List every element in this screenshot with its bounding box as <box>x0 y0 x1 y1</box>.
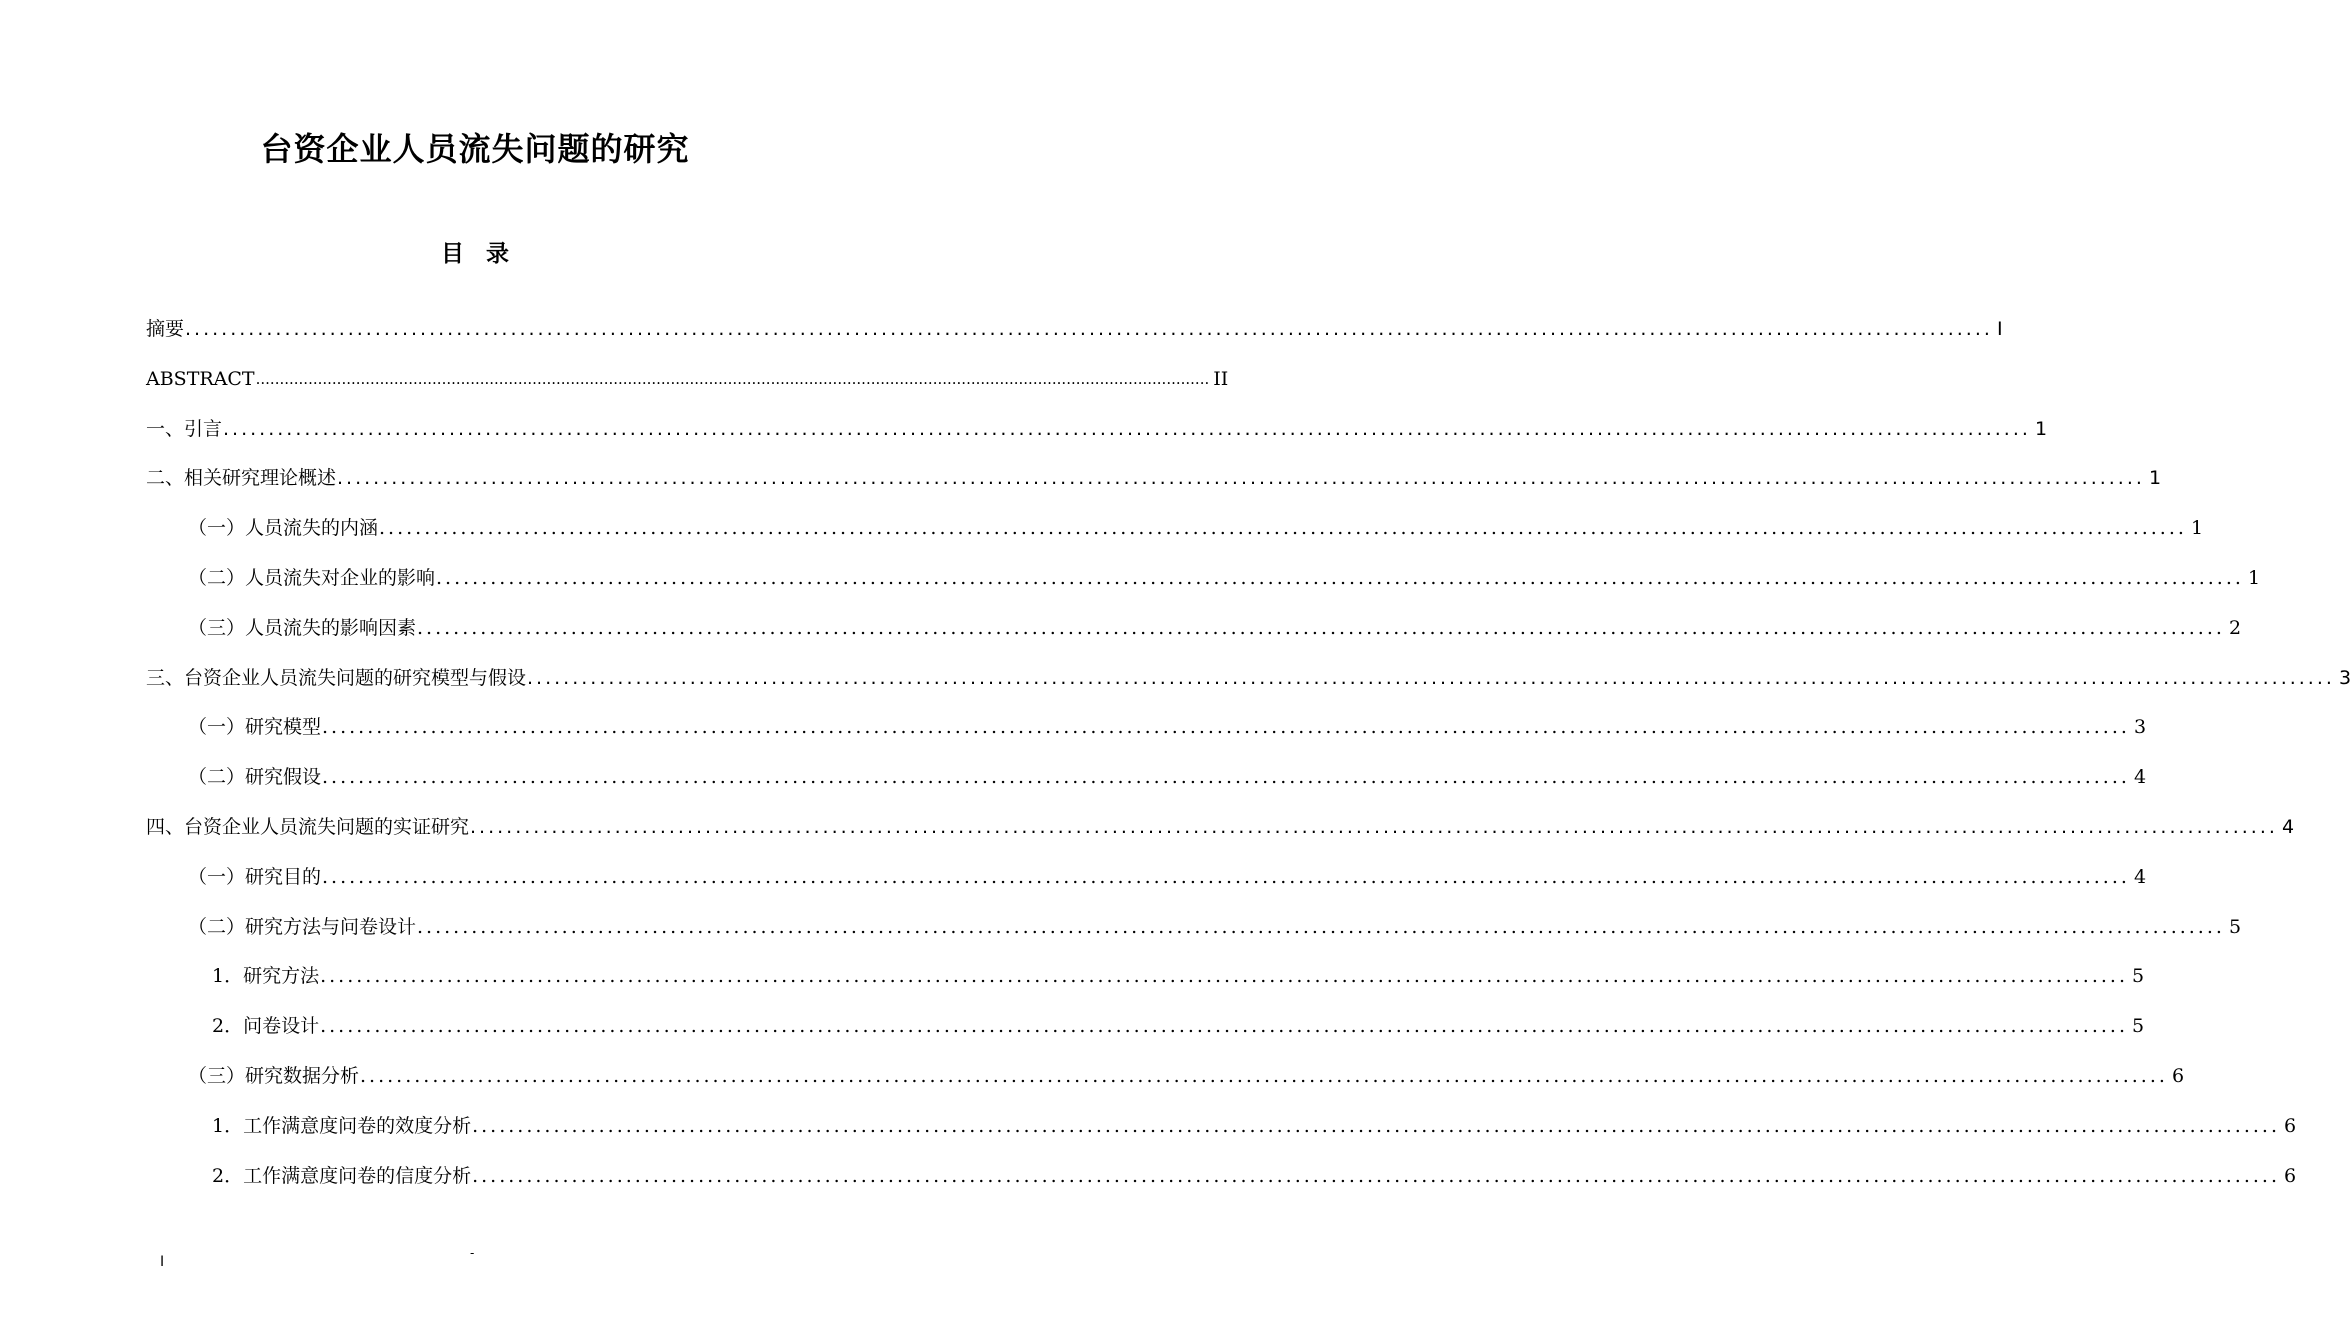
toc-entry-page: 6 <box>2171 1065 2185 1087</box>
toc-entry[interactable] <box>188 862 2147 892</box>
footer-center-mark: - <box>470 1246 475 1260</box>
toc-entry-label: 1．工作满意度问卷的效度分析 <box>212 1114 472 1137</box>
toc-entry-page: 6 <box>2284 1114 2297 1137</box>
toc-entry[interactable] <box>188 912 2242 942</box>
toc-entry-label: （二）人员流失对企业的影响 <box>188 567 436 589</box>
toc-entry[interactable] <box>212 1011 2145 1041</box>
toc-entry-page: 4 <box>2133 766 2147 789</box>
toc-leader-dots: ........................................................................................................................................................................................................ <box>337 467 2145 490</box>
toc-entry[interactable] <box>188 613 2242 643</box>
toc-entry-label: （三）人员流失的影响因素 <box>188 616 417 639</box>
toc-leader-dots: ........................................................................................................................................................................................................ <box>320 1015 2129 1038</box>
toc-entry-page: 5 <box>2228 915 2242 938</box>
toc-entry-page: I <box>1996 318 2003 340</box>
toc-entry-page: 1 <box>2190 517 2204 540</box>
toc-leader-dots: ........................................................................................................................................................................................................ <box>527 666 2335 689</box>
toc-leader-dots: ........................................................................................................................................................................................................ <box>320 965 2129 988</box>
toc-leader-dots: ........................................................................................................................................................................................................ <box>322 716 2130 739</box>
toc-entry-label: 四、台资企业人员流失问题的实证研究 <box>146 816 470 838</box>
toc-entry-label: （二）研究假设 <box>188 766 322 789</box>
toc-entry[interactable] <box>212 961 2145 991</box>
toc-entry-page: 5 <box>2132 965 2145 988</box>
toc-entry-label: ABSTRACT <box>146 367 255 390</box>
toc-entry[interactable] <box>188 1061 2185 1091</box>
toc-entry-label: （一）研究目的 <box>188 865 322 888</box>
toc-entry[interactable] <box>188 513 2204 543</box>
toc-entry[interactable] <box>146 663 2351 693</box>
toc-entry[interactable] <box>188 563 2261 593</box>
toc-leader-dots: ........................................................................................................................................................................................................ <box>322 766 2130 789</box>
toc-entry-page: 5 <box>2132 1015 2145 1038</box>
toc-entry-page: 1 <box>2247 567 2261 589</box>
toc-leader-dots: ........................................................................................................................................................................................................ <box>379 517 2187 540</box>
toc-entry-label: （一）研究模型 <box>188 716 322 739</box>
toc-entry-page: 1 <box>2148 467 2162 490</box>
toc-entry-label: 1．研究方法 <box>212 965 320 988</box>
toc-entry-page: II <box>1213 367 1229 390</box>
toc-entry-label: 三、台资企业人员流失问题的研究模型与假设 <box>146 666 527 689</box>
toc-leader-dots: ........................................................................................................................................................................................................ <box>360 1065 2168 1087</box>
toc-leader-dots: ........................................................................................................................................................................................................ <box>255 369 1210 388</box>
toc-entry-page: 6 <box>2284 1164 2297 1187</box>
toc-leader-dots: ........................................................................................................................................................................................................ <box>472 1114 2281 1137</box>
toc-leader-dots: ........................................................................................................................................................................................................ <box>322 865 2130 888</box>
toc-leader-dots: ........................................................................................................................................................................................................ <box>436 567 2244 589</box>
toc-entry-label: （三）研究数据分析 <box>188 1065 360 1087</box>
toc-heading: 目录 <box>441 241 531 267</box>
toc-entry[interactable] <box>146 314 2003 344</box>
document-title: 台资企业人员流失问题的研究 <box>260 130 690 168</box>
toc-entry[interactable] <box>212 1161 2297 1191</box>
toc-entry-label: 2．问卷设计 <box>212 1015 320 1038</box>
toc-entry-page: 1 <box>2034 417 2048 440</box>
footer-page-mark: I <box>160 1254 165 1270</box>
toc-entry-page: 4 <box>2133 865 2147 888</box>
toc-leader-dots: ........................................................................................................................................................................................................ <box>185 318 1993 340</box>
toc-entry-page: 2 <box>2228 616 2242 639</box>
toc-leader-dots: ........................................................................................................................................................................................................ <box>417 616 2225 639</box>
toc-entry[interactable] <box>146 463 2162 493</box>
toc-entry-label: 一、引言 <box>146 417 223 440</box>
toc-leader-dots: ........................................................................................................................................................................................................ <box>223 417 2031 440</box>
toc-entry-label: （二）研究方法与问卷设计 <box>188 915 417 938</box>
toc-entry-label: （一）人员流失的内涵 <box>188 517 379 540</box>
toc-entry-page: 3 <box>2338 666 2351 689</box>
toc-entry[interactable] <box>212 1111 2297 1141</box>
toc-leader-dots: ........................................................................................................................................................................................................ <box>470 816 2278 838</box>
toc-entry-label: 摘要 <box>146 318 185 340</box>
toc-leader-dots: ........................................................................................................................................................................................................ <box>417 915 2225 938</box>
toc-entry-page: 3 <box>2133 716 2147 739</box>
toc-entry-label: 二、相关研究理论概述 <box>146 467 337 490</box>
toc-entry[interactable] <box>188 762 2147 792</box>
toc-entry[interactable] <box>146 812 2295 842</box>
toc-entry[interactable] <box>146 364 1229 394</box>
toc-entry[interactable] <box>146 414 2048 444</box>
toc-entry[interactable] <box>188 712 2147 742</box>
toc-leader-dots: ........................................................................................................................................................................................................ <box>472 1164 2281 1187</box>
toc-entry-label: 2．工作满意度问卷的信度分析 <box>212 1164 472 1187</box>
toc-entry-page: 4 <box>2281 816 2295 838</box>
